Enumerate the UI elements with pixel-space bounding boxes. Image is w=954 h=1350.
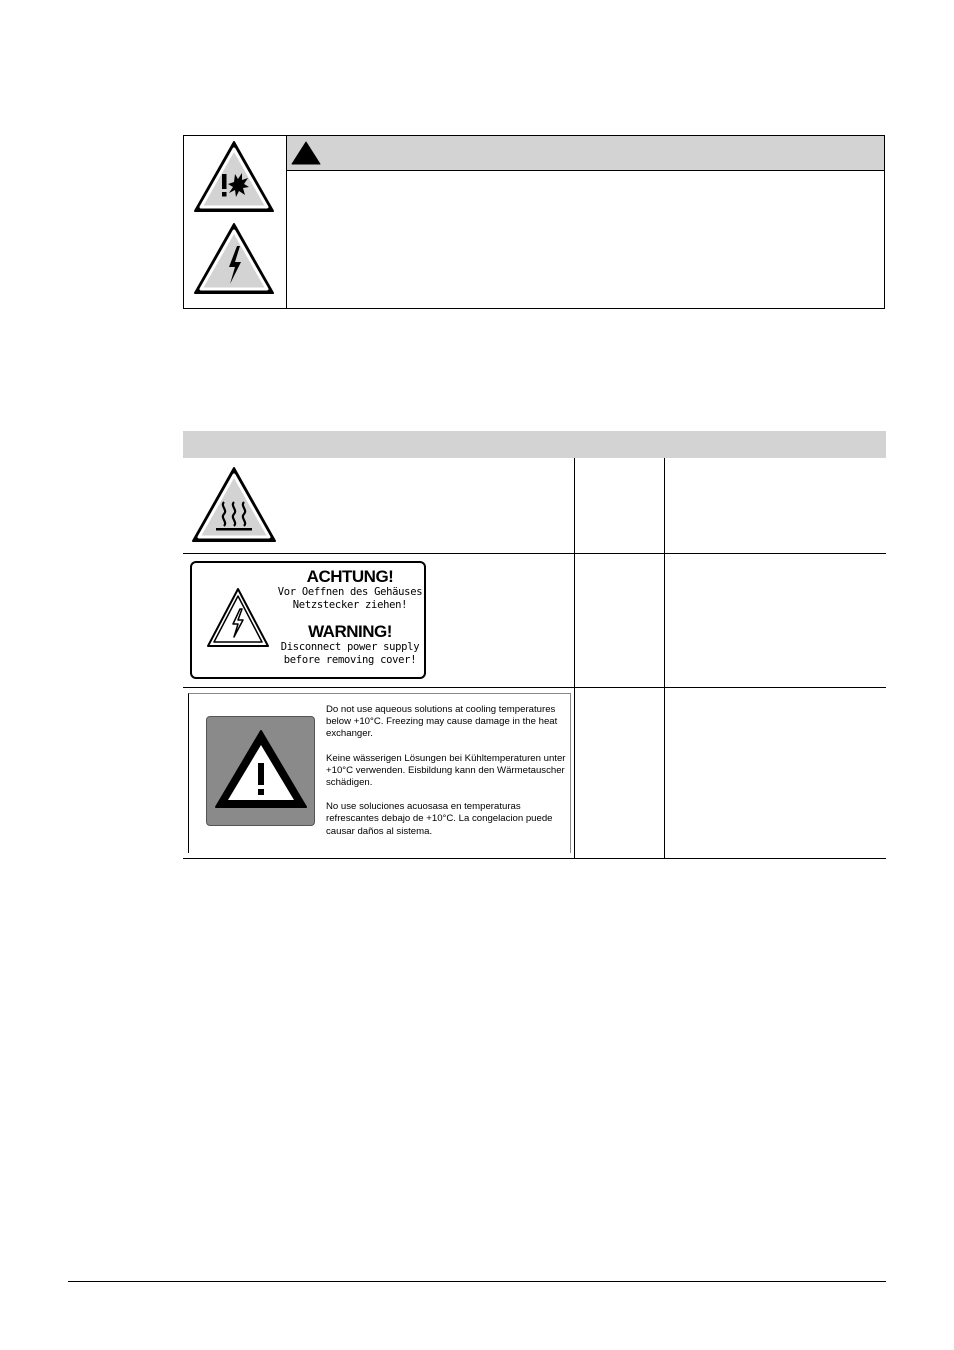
row-divider — [183, 553, 886, 554]
freeze-messages — [326, 704, 570, 850]
column-divider — [664, 458, 665, 858]
warning-header — [287, 136, 884, 171]
warning-icon-column — [184, 136, 287, 308]
exclamation-warning-icon — [213, 727, 309, 811]
footer-rule — [68, 1281, 886, 1282]
disconnect-power-label — [190, 561, 426, 679]
table-header — [183, 431, 886, 458]
freeze-message-es: No use soluciones acuosasa en temperaturas refrescantes debajo de +10°C. La congelacion puede causar daños al sistema. — [326, 801, 553, 837]
row-divider — [183, 858, 886, 859]
warning-body — [287, 171, 884, 308]
achtung-line-1: Vor Oeffnen des Gehäuses — [277, 586, 423, 598]
freeze-message-de: Keine wässerigen Lösungen bei Kühltemperaturen unter +10°C verwenden. Eisbildung kann den Wärmetauscher schädigen. — [326, 752, 566, 789]
warning-triangle-icon — [291, 141, 321, 165]
warning-label-table — [183, 431, 886, 859]
freeze-message-en: Do not use aqueous solutions at cooling temperatures below +10°C. Freezing may cause damage in the heat exchanger. — [326, 704, 558, 740]
achtung-line-2: Netzstecker ziehen! — [292, 599, 408, 611]
general-danger-icon — [193, 140, 275, 214]
warning-line-1: Disconnect power supply — [280, 641, 420, 653]
warning-title: WARNING! — [308, 622, 392, 641]
row-divider — [183, 687, 886, 688]
column-divider — [574, 458, 575, 858]
hot-surface-icon — [191, 466, 277, 544]
warning-graphic — [206, 716, 315, 826]
achtung-title: ACHTUNG! — [306, 567, 394, 586]
electrical-hazard-icon — [206, 587, 270, 649]
warning-box — [183, 135, 885, 309]
freeze-warning-label — [188, 693, 571, 853]
electrical-hazard-icon — [193, 222, 275, 296]
warning-line-2: before removing cover! — [283, 654, 417, 666]
